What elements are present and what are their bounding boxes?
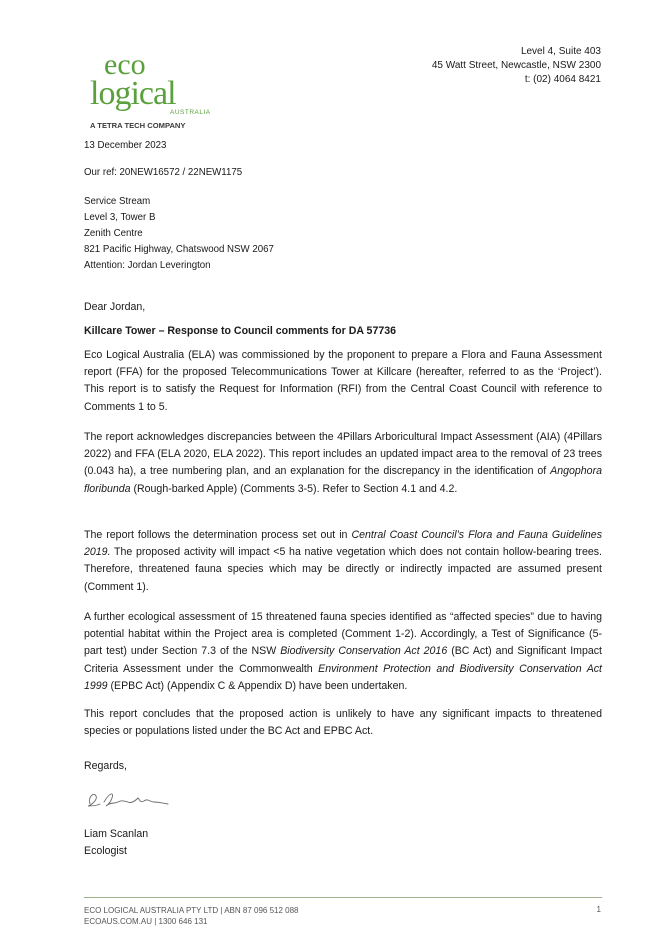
signer-name: Liam Scanlan [84, 828, 149, 840]
page-number: 1 [596, 905, 601, 914]
signer-block [84, 826, 602, 860]
paragraph-2: The report acknowledges discrepancies between the 4Pillars Arboricultural Impact Assessment (AIA) (4Pillars 2022) and FFA (ELA 2020, ELA 2022). This report includes an updated impact area to the removal of 23 trees (0.043 ha), a tree numbering plan, and an explanation for the discrepancy in the identification of Angophora floribunda (Rough-barked Apple) (Comments 3-5). Refer to Section 4.1 and 4.2. [84, 431, 602, 495]
recipient-line: Zenith Centre [84, 228, 143, 239]
footer-line: ECO LOGICAL AUSTRALIA PTY LTD | ABN 87 096 512 088 [84, 906, 299, 915]
paragraph-5: This report concludes that the proposed action is unlikely to have any significant impacts to threatened species or populations listed under the BC Act and EPBC Act. [84, 708, 602, 738]
subject-heading: Killcare Tower – Response to Council comments for DA 57736 [84, 325, 397, 337]
company-logo [84, 46, 214, 132]
species-name: Angophora floribunda [84, 465, 602, 495]
recipient-line: Service Stream [84, 196, 151, 207]
footer-divider [84, 897, 602, 898]
paragraph-1: Eco Logical Australia (ELA) was commissioned by the proponent to prepare a Flora and Fauna Assessment report (FFA) for the proposed Telecommunications Tower at Killcare (hereafter, referred to as the ‘Project’). This report is to satisfy the Request for Information (RFI) from the Central Coast Council with reference to Comments 1 to 5. [84, 349, 602, 413]
recipient-block [84, 194, 602, 274]
guideline-title: Central Coast Council’s Flora and Fauna Guidelines 2019. [84, 529, 602, 559]
logo-tagline: A TETRA TECH COMPANY [90, 121, 186, 130]
logo-word-eco: eco [104, 48, 146, 81]
eco-logical-logo-graphic [84, 46, 214, 132]
address-line: Level 4, Suite 403 [520, 46, 601, 57]
address-line: 45 Watt Street, Newcastle, NSW 2300 [431, 60, 601, 71]
signature-image [84, 786, 179, 812]
recipient-line: Level 3, Tower B [84, 212, 156, 223]
closing: Regards, [84, 760, 127, 772]
act-title: Environment Protection and Biodiversity Conservation Act 1999 [84, 662, 603, 692]
signer-title: Ecologist [84, 845, 127, 858]
salutation: Dear Jordan, [84, 301, 146, 313]
recipient-attention: Attention: Jordan Leverington [84, 260, 211, 271]
act-title: Biodiversity Conservation Act 2016 [280, 645, 448, 658]
paragraph-4: A further ecological assessment of 15 threatened fauna species identified as “affected species” due to having potential habitat within the Project area is completed (Comment 1-2). Accordingly, a Test of Significance (5-part test) under Section 7.3 of the NSW Biodiversity Conservation Act 2016 (BC Act) and Significant Impact Criteria Assessment under the Commonwealth Environment Protection and Biodiversity Conservation Act 1999 (EPBC Act) (Appendix C & Appendix D) have been undertaken. [84, 611, 603, 692]
paragraph-3: The report follows the determination process set out in Central Coast Council’s Flora and Fauna Guidelines 2019. The proposed activity will impact <5 ha native vegetation which does not contain hollow-bearing trees. Therefore, threatened fauna species which may be directly or indirectly impacted are assumed present (Comment 1). [84, 529, 602, 593]
logo-word-logical: logical [90, 75, 176, 112]
address-phone: t: (02) 4064 8421 [524, 74, 601, 85]
logo-word-australia: AUSTRALIA [170, 109, 211, 116]
footer-company-info [84, 905, 298, 927]
office-address [432, 45, 601, 87]
recipient-line: 821 Pacific Highway, Chatswood NSW 2067 [84, 244, 274, 255]
reference-number: Our ref: 20NEW16572 / 22NEW1175 [84, 167, 243, 178]
footer-line: ECOAUS.COM.AU | 1300 646 131 [84, 917, 208, 926]
letter-date: 13 December 2023 [84, 140, 167, 151]
